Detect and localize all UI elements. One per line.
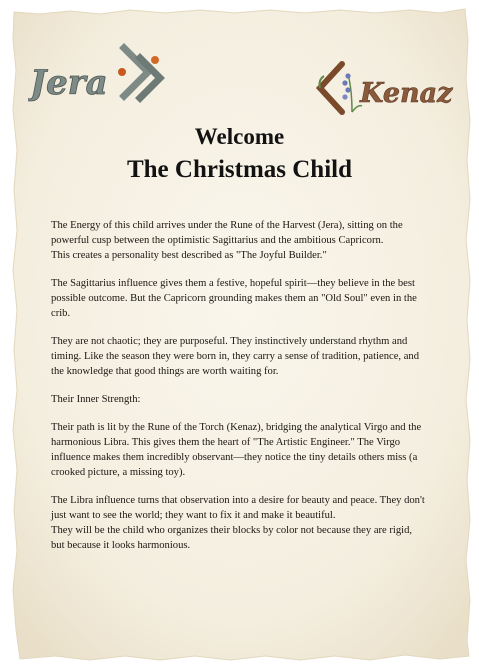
paragraph: The Sagittarius influence gives them a festive, hopeful spirit—they believe in the best possible outcome. But the Capricorn grounding makes them an "Old Soul" even in the crib. bbox=[51, 278, 417, 319]
paragraph bbox=[51, 493, 426, 553]
page-title-welcome: Welcome bbox=[194, 124, 285, 149]
paragraph-line: The Energy of this child arrives under the Rune of the Harvest (Jera), sitting on the powerful cusp between the optimistic Sagittarius and the ambitious Capricorn. bbox=[51, 220, 403, 246]
jera-label: Jera bbox=[30, 63, 108, 103]
kenaz-label: Kenaz bbox=[360, 78, 453, 109]
paragraph bbox=[51, 218, 426, 263]
paragraph: Their path is lit by the Rune of the Torch (Kenaz), bridging the analytical Virgo and the harmonious Libra. This gives them the heart of "The Artistic Engineer." The Virgo influence makes them incredibly observant—they notice the tiny details others miss (a crooked picture, a missing toy). bbox=[51, 422, 422, 478]
section-heading: Their Inner Strength: bbox=[51, 394, 141, 405]
page-title-child: The Christmas Child bbox=[126, 156, 353, 183]
kenaz-rune-icon bbox=[320, 64, 343, 112]
paragraph-line: This creates a personality best described as "The Joyful Builder." bbox=[51, 250, 327, 261]
paragraph-line: They will be the child who organizes their blocks by color not because they are rigid, but because it looks harmonious. bbox=[51, 525, 413, 551]
kenaz-rune-logo bbox=[308, 60, 458, 120]
paragraph-line: The Libra influence turns that observation into a desire for beauty and peace. They don't just want to see the world; they want to fix it and make it beautiful. bbox=[51, 495, 425, 521]
document-body bbox=[51, 218, 426, 566]
jera-rune-icon bbox=[118, 48, 160, 98]
paragraph: They are not chaotic; they are purposeful. They instinctively understand rhythm and timing. Like the season they were born in, they carry a sense of tradition, patience, and the knowledge that good things are worth waiting for. bbox=[51, 336, 420, 377]
jera-rune-logo bbox=[28, 36, 178, 116]
